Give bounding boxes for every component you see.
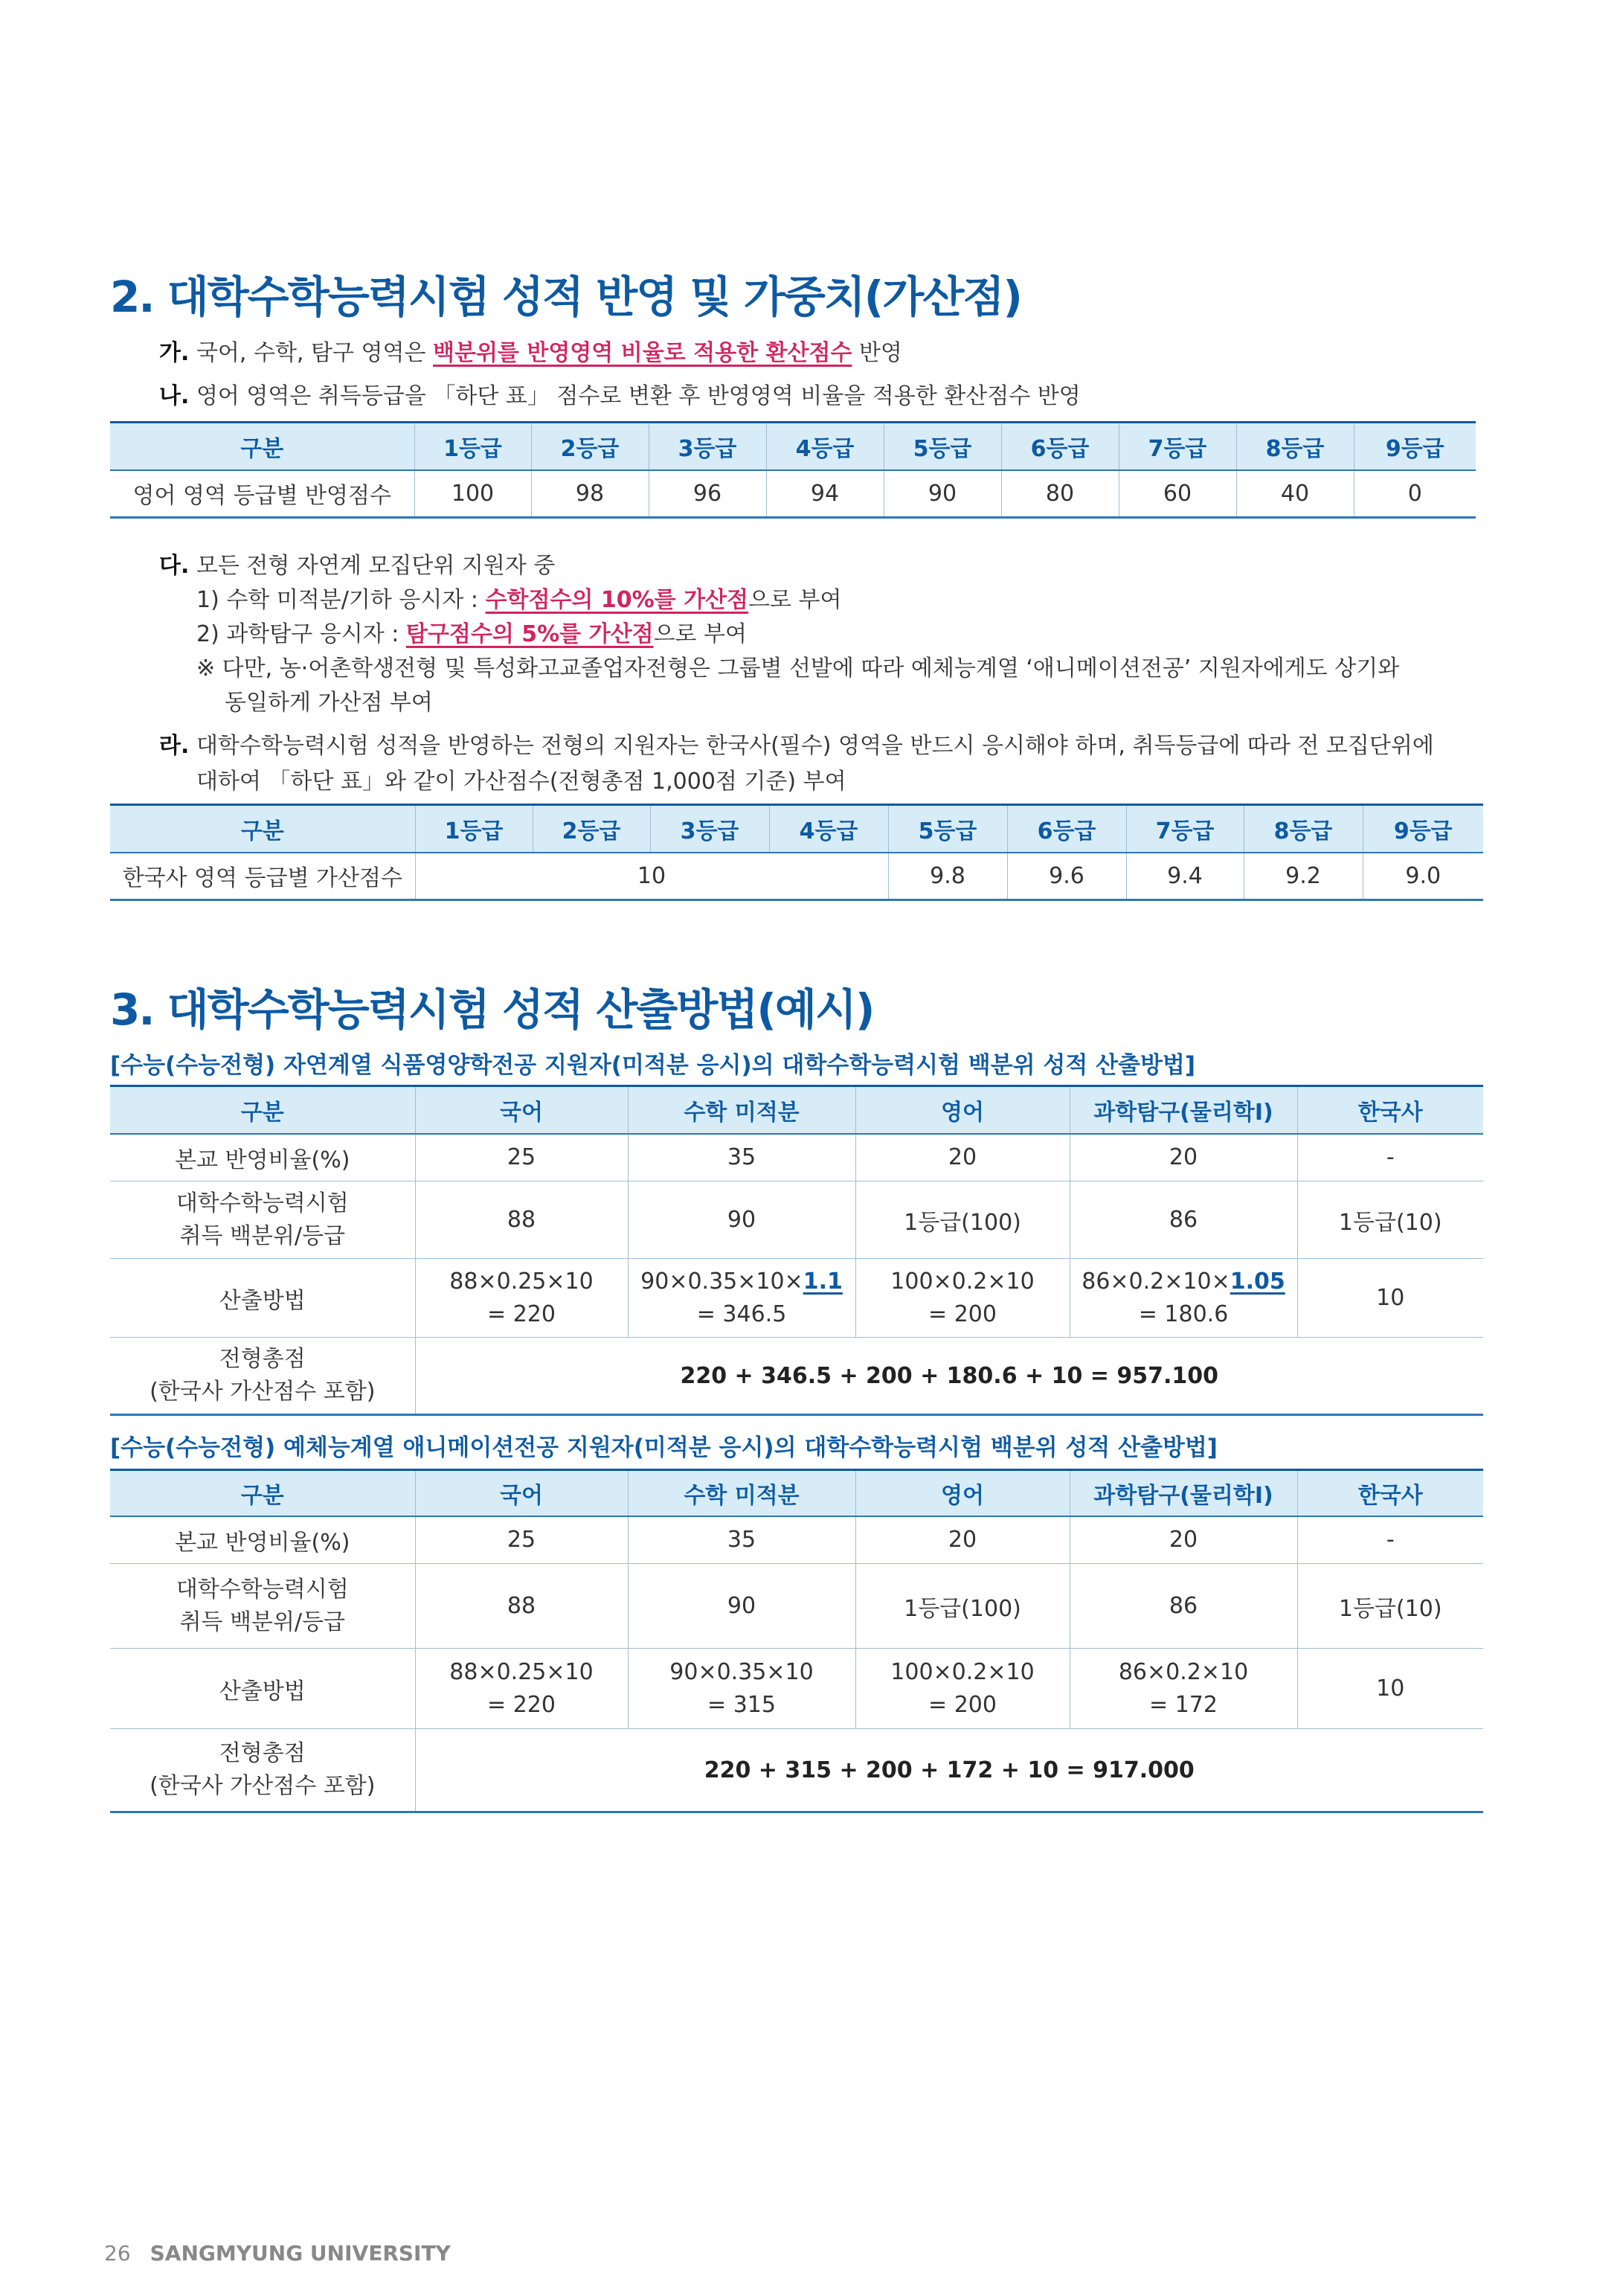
bonus-multiplier: 1.1 bbox=[803, 1268, 843, 1295]
university-name: SANGMYUNG UNIVERSITY bbox=[150, 2241, 451, 2265]
row-label-line: (한국사 가산점수 포함) bbox=[150, 1379, 376, 1405]
merged-cell: 10 bbox=[415, 853, 888, 900]
table-cell: 9.8 bbox=[888, 853, 1007, 900]
item-da-1-highlight: 수학점수의 10%를 가산점 bbox=[485, 587, 749, 613]
header-cell: 1등급 bbox=[414, 423, 531, 470]
english-grade-table bbox=[110, 421, 1476, 519]
header-cell: 7등급 bbox=[1119, 423, 1236, 470]
item-da-note-1: ※ 다만, 농·어촌학생전형 및 특성화고교졸업자전형은 그룹별 선발에 따라 예체능계열 ‘애니메이션전공’ 지원자에게도 상기와 bbox=[196, 655, 1400, 682]
table-cell: 25 bbox=[415, 1516, 628, 1564]
table-cell: - bbox=[1297, 1516, 1483, 1564]
row-label-line: 취득 백분위/등급 bbox=[179, 1222, 345, 1249]
total-score-cell: 220 + 315 + 200 + 172 + 10 = 917.000 bbox=[415, 1729, 1483, 1812]
item-da-1-post: 으로 부여 bbox=[748, 587, 842, 613]
table-cell: 9.6 bbox=[1007, 853, 1126, 900]
table-cell: 98 bbox=[531, 470, 649, 518]
calculation-table-arts bbox=[110, 1469, 1483, 1813]
table-cell: 60 bbox=[1119, 470, 1236, 518]
header-cell: 구분 bbox=[110, 423, 414, 470]
table-cell: 90 bbox=[628, 1564, 855, 1649]
header-cell: 과학탐구(물리학Ⅰ) bbox=[1070, 1086, 1297, 1134]
header-cell: 구분 bbox=[110, 805, 415, 853]
table-cell: 1등급(10) bbox=[1297, 1564, 1483, 1649]
table-cell: 88 bbox=[415, 1181, 628, 1259]
item-da-note-2: 동일하게 가산점 부여 bbox=[225, 690, 433, 716]
table-cell: 90 bbox=[628, 1181, 855, 1259]
section-2-title: 2. 대학수학능력시험 성적 반영 및 가중치(가산점) bbox=[110, 272, 1021, 322]
row-label bbox=[110, 1338, 415, 1415]
formula-expression: 86×0.2×10 bbox=[1118, 1658, 1249, 1685]
page-footer bbox=[104, 2241, 451, 2265]
item-ga-marker: 가. bbox=[159, 340, 190, 366]
item-ra-text-2: 대하여 「하단 표」와 같이 가산점수(전형총점 1,000점 기준) 부여 bbox=[196, 769, 846, 795]
row-label-line: (한국사 가산점수 포함) bbox=[150, 1773, 376, 1799]
table-cell: 80 bbox=[1001, 470, 1119, 518]
header-cell: 1등급 bbox=[415, 805, 533, 853]
header-cell: 구분 bbox=[110, 1086, 415, 1134]
formula-result: = 180.6 bbox=[1138, 1301, 1229, 1327]
table-cell: 10 bbox=[1297, 1649, 1483, 1729]
item-na-marker: 나. bbox=[159, 383, 190, 409]
formula-expression: 100×0.2×10 bbox=[890, 1658, 1035, 1685]
formula-cell bbox=[1070, 1259, 1297, 1338]
formula-result: = 220 bbox=[487, 1691, 556, 1718]
table-cell: 20 bbox=[855, 1516, 1070, 1564]
table-cell: 35 bbox=[628, 1516, 855, 1564]
formula-cell bbox=[1070, 1649, 1297, 1729]
header-cell: 4등급 bbox=[766, 423, 884, 470]
formula-expression-text: 86×0.2×10× bbox=[1082, 1268, 1230, 1295]
formula-result: = 200 bbox=[928, 1691, 997, 1718]
header-cell: 6등급 bbox=[1007, 805, 1126, 853]
row-label: 한국사 영역 등급별 가산점수 bbox=[110, 853, 415, 900]
table-cell: 94 bbox=[766, 470, 884, 518]
row-label-line: 대학수학능력시험 bbox=[176, 1190, 349, 1216]
header-cell: 한국사 bbox=[1297, 1086, 1483, 1134]
row-label-line: 대학수학능력시험 bbox=[176, 1576, 349, 1603]
header-cell: 5등급 bbox=[884, 423, 1001, 470]
table-cell: 20 bbox=[1070, 1134, 1297, 1181]
header-cell: 3등급 bbox=[650, 805, 769, 853]
table-cell: 1등급(100) bbox=[855, 1181, 1070, 1259]
row-label-line: 취득 백분위/등급 bbox=[179, 1609, 345, 1635]
table-cell: 100 bbox=[414, 470, 531, 518]
row-label-line: 전형총점 bbox=[219, 1346, 306, 1372]
table-cell: 96 bbox=[649, 470, 766, 518]
formula-result: = 220 bbox=[487, 1301, 556, 1327]
table-cell: 9.2 bbox=[1244, 853, 1363, 900]
header-cell: 3등급 bbox=[649, 423, 766, 470]
table-cell: 40 bbox=[1236, 470, 1354, 518]
calculation-table-natural-science bbox=[110, 1085, 1483, 1416]
total-score-cell: 220 + 346.5 + 200 + 180.6 + 10 = 957.100 bbox=[415, 1338, 1483, 1415]
row-label bbox=[110, 1564, 415, 1649]
formula-cell bbox=[415, 1259, 628, 1338]
formula-cell bbox=[855, 1259, 1070, 1338]
table-cell: 86 bbox=[1070, 1181, 1297, 1259]
example-caption-1: [수능(수능전형) 자연계열 식품영양학전공 지원자(미적분 응시)의 대학수학능력시험 백분위 성적 산출방법] bbox=[110, 1052, 1196, 1079]
table-cell: 88 bbox=[415, 1564, 628, 1649]
item-ga-text: 국어, 수학, 탐구 영역은 bbox=[196, 340, 433, 366]
formula-expression-text: 90×0.35×10× bbox=[640, 1268, 803, 1295]
item-da-2-post: 으로 부여 bbox=[653, 621, 748, 647]
header-cell: 4등급 bbox=[769, 805, 888, 853]
table-cell: 90 bbox=[884, 470, 1001, 518]
row-label-line: 전형총점 bbox=[219, 1740, 306, 1766]
header-cell: 8등급 bbox=[1244, 805, 1363, 853]
table-cell: 20 bbox=[1070, 1516, 1297, 1564]
header-cell: 6등급 bbox=[1001, 423, 1119, 470]
row-label: 산출방법 bbox=[110, 1649, 415, 1729]
item-da-text: 모든 전형 자연계 모집단위 지원자 중 bbox=[196, 553, 556, 579]
formula-expression bbox=[629, 1266, 855, 1298]
formula-expression: 90×0.35×10 bbox=[669, 1658, 814, 1685]
header-cell: 구분 bbox=[110, 1470, 415, 1516]
formula-expression: 88×0.25×10 bbox=[449, 1658, 594, 1685]
header-cell: 7등급 bbox=[1126, 805, 1244, 853]
table-cell: 35 bbox=[628, 1134, 855, 1181]
formula-expression: 88×0.25×10 bbox=[449, 1268, 594, 1295]
item-da bbox=[159, 549, 555, 583]
item-da-1 bbox=[196, 583, 841, 618]
formula-result: = 200 bbox=[928, 1301, 997, 1327]
formula-result: = 346.5 bbox=[696, 1301, 787, 1327]
header-cell: 9등급 bbox=[1363, 805, 1483, 853]
item-ga bbox=[159, 336, 902, 371]
row-label: 산출방법 bbox=[110, 1259, 415, 1338]
header-cell: 한국사 bbox=[1297, 1470, 1483, 1516]
item-da-2-highlight: 탐구점수의 5%를 가산점 bbox=[405, 621, 654, 647]
header-cell: 영어 bbox=[855, 1086, 1070, 1134]
header-cell: 8등급 bbox=[1236, 423, 1354, 470]
page-number: 26 bbox=[104, 2241, 131, 2265]
item-ra-text-1: 대학수학능력시험 성적을 반영하는 전형의 지원자는 한국사(필수) 영역을 반드시 응시해야 하며, 취득등급에 따라 전 모집단위에 bbox=[196, 733, 1434, 759]
header-cell: 국어 bbox=[415, 1470, 628, 1516]
item-da-1-pre: 1) 수학 미적분/기하 응시자 : bbox=[196, 587, 486, 613]
header-cell: 수학 미적분 bbox=[628, 1086, 855, 1134]
table-cell: 9.0 bbox=[1363, 853, 1483, 900]
row-label: 영어 영역 등급별 반영점수 bbox=[110, 470, 414, 518]
row-label: 본교 반영비율(%) bbox=[110, 1516, 415, 1564]
formula-cell bbox=[855, 1649, 1070, 1729]
formula-cell bbox=[415, 1649, 628, 1729]
table-cell: 9.4 bbox=[1126, 853, 1244, 900]
table-cell: 20 bbox=[855, 1134, 1070, 1181]
formula-expression bbox=[1070, 1266, 1297, 1298]
table-cell: 86 bbox=[1070, 1564, 1297, 1649]
item-da-marker: 다. bbox=[159, 553, 190, 579]
formula-cell bbox=[628, 1649, 855, 1729]
header-cell: 영어 bbox=[855, 1470, 1070, 1516]
formula-result: = 315 bbox=[707, 1691, 776, 1718]
table-cell: 0 bbox=[1354, 470, 1476, 518]
item-ga-post: 반영 bbox=[852, 340, 902, 366]
header-cell: 국어 bbox=[415, 1086, 628, 1134]
item-ga-highlight: 백분위를 반영영역 비율로 적용한 환산점수 bbox=[432, 340, 852, 366]
header-cell: 과학탐구(물리학Ⅰ) bbox=[1070, 1470, 1297, 1516]
item-na bbox=[159, 379, 1081, 414]
header-cell: 2등급 bbox=[531, 423, 649, 470]
table-cell: 25 bbox=[415, 1134, 628, 1181]
item-ra bbox=[159, 729, 1434, 763]
header-cell: 수학 미적분 bbox=[628, 1470, 855, 1516]
item-ra-marker: 라. bbox=[159, 733, 190, 759]
table-cell: 10 bbox=[1297, 1259, 1483, 1338]
formula-cell bbox=[628, 1259, 855, 1338]
row-label: 본교 반영비율(%) bbox=[110, 1134, 415, 1181]
row-label bbox=[110, 1729, 415, 1812]
table-cell: - bbox=[1297, 1134, 1483, 1181]
section-3-title: 3. 대학수학능력시험 성적 산출방법(예시) bbox=[110, 984, 874, 1035]
item-da-2-pre: 2) 과학탐구 응시자 : bbox=[196, 621, 406, 647]
formula-expression: 100×0.2×10 bbox=[890, 1268, 1035, 1295]
item-na-text: 영어 영역은 취득등급을 「하단 표」 점수로 변환 후 반영영역 비율을 적용한 환산점수 반영 bbox=[196, 383, 1081, 409]
header-cell: 5등급 bbox=[888, 805, 1007, 853]
row-label bbox=[110, 1181, 415, 1259]
table-cell: 1등급(10) bbox=[1297, 1181, 1483, 1259]
example-caption-2: [수능(수능전형) 예체능계열 애니메이션전공 지원자(미적분 응시)의 대학수학능력시험 백분위 성적 산출방법] bbox=[110, 1434, 1218, 1461]
item-da-2 bbox=[196, 618, 747, 652]
table-cell: 1등급(100) bbox=[855, 1564, 1070, 1649]
bonus-multiplier: 1.05 bbox=[1230, 1268, 1285, 1295]
header-cell: 9등급 bbox=[1354, 423, 1476, 470]
korean-history-grade-table bbox=[110, 804, 1483, 901]
formula-result: = 172 bbox=[1149, 1691, 1218, 1718]
header-cell: 2등급 bbox=[533, 805, 650, 853]
